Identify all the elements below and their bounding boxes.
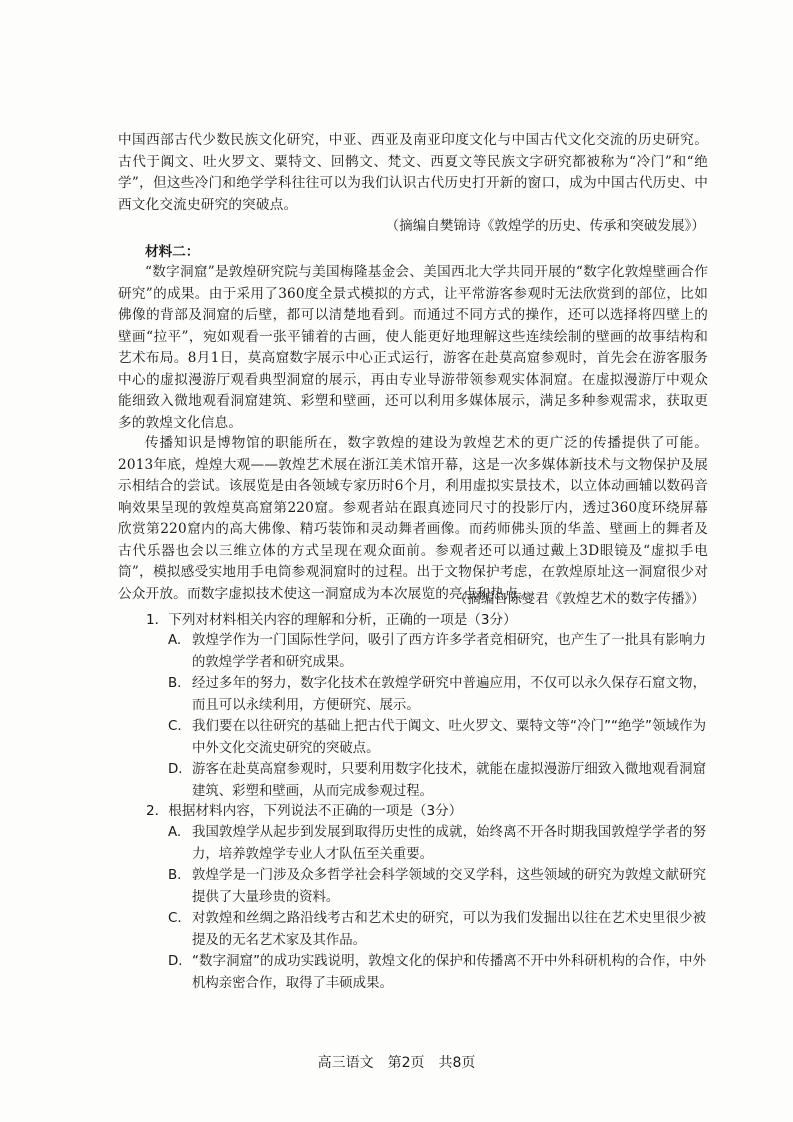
material2-paragraph-2: 传播知识是博物馆的职能所在，数字敦煌的建设为敦煌艺术的更广泛的传播提供了可能。2013年底，煌煌大观——敦煌艺术展在浙江美术馆开幕，这是一次多媒体新技术与文物保护及展示相结合的尝试。该展览是由各领域专家历时6个月，利用虚拟实景技术，以立体动画辅以数码音响效果呈现的敦煌莫高窟第220窟。参观者站在跟真迹同尺寸的投影厅内，透过360度环绕屏幕欣赏第220窟内的高大佛像、精巧装饰和灵动舞者画像。而药师佛头顶的华盖、壁画上的舞者及古代乐器也会以三维立体的方式呈现在观众面前。参观者还可以通过戴上3D眼镜及“虚拟手电筒”，模拟感受实地用手电筒参观洞窟时的过程。出于文物保护考虑，在敦煌原址这一洞窟很少对公众开放。而数字虚拟技术使这一洞窟成为本次展览的亮点和热点。 — [118, 435, 708, 602]
option-letter: C. — [168, 911, 182, 926]
option-letter: D. — [168, 954, 183, 969]
option-text: 我国敦煌学从起步到发展到取得历史性的成就，始终离不开各时期我国敦煌学学者的努力，培养敦煌学专业人才队伍至关重要。 — [192, 825, 706, 862]
question-1-option-b — [168, 673, 706, 717]
option-letter: B. — [168, 868, 182, 883]
material1-tail-paragraph: 中国西部古代少数民族文化研究，中亚、西亚及南亚印度文化与中国古代文化交流的历史研究。古代于阗文、吐火罗文、粟特文、回鹘文、梵文、西夏文等民族文字研究都被称为“冷门”和“绝学”，但这些冷门和绝学学科往往可以为我们认识古代历史打开新的窗口，成为中国古代历史、中西文化交流史研究的突破点。 — [118, 132, 708, 213]
question-1-stem: 1．下列对材料相关内容的理解和分析，正确的一项是（3分） — [146, 612, 517, 628]
page-footer: 高三语文 第2页 共8页 — [317, 1055, 476, 1071]
option-text: 敦煌学是一门涉及众多哲学社会科学领域的交叉学科，这些领域的研究为敦煌文献研究提供了大量珍贵的资料。 — [192, 868, 706, 905]
option-text: 经过多年的努力，数字化技术在敦煌学研究中普遍应用，不仅可以永久保存石窟文物，而且可以永续利用，方便研究、展示。 — [192, 676, 706, 713]
question-1-option-a — [168, 630, 706, 674]
question-1-option-c — [168, 716, 706, 760]
option-letter: B. — [168, 676, 182, 691]
option-text: 游客在赴莫高窟参观时，只要利用数字化技术，就能在虚拟漫游厅细致入微地观看洞窟建筑、彩塑和壁画，从而完成参观过程。 — [192, 762, 706, 799]
question-2-option-b — [168, 865, 706, 909]
option-letter: D. — [168, 762, 183, 777]
option-text: “数字洞窟”的成功实践说明，敦煌文化的保护和传播离不开中外科研机构的合作，中外机构亲密合作，取得了丰硕成果。 — [192, 954, 706, 991]
option-text: 我们要在以往研究的基础上把古代于阗文、吐火罗文、粟特文等“冷门”“绝学”领域作为中外文化交流史研究的突破点。 — [192, 719, 706, 756]
material2-source: （摘编自陈燮君《敦煌艺术的数字传播》） — [453, 591, 705, 607]
option-letter: A. — [168, 825, 182, 840]
material2-paragraph-1: “数字洞窟”是敦煌研究院与美国梅隆基金会、美国西北大学共同开展的“数字化敦煌壁画合作研究”的成果。由于采用了360度全景式模拟的方式，让平常游客参观时无法欣赏到的部位，比如佛像的背部及洞窟的后壁，都可以清楚地看到。而通过不同方式的操作，还可以选择将四壁上的壁画“拉平”，宛如观看一张平铺着的古画，使人能更好地理解这些连续绘制的壁画的故事结构和艺术布局。8月1日，莫高窟数字展示中心正式运行，游客在赴莫高窟参观时，首先会在游客服务中心的虚拟漫游厅观看典型洞窟的展示，再由专业导游带领参观实体洞窟。在虚拟漫游厅中观众能细致入微地观看洞窟建筑、彩塑和壁画，还可以利用多媒体展示，满足多种参观需求，获取更多的敦煌文化信息。 — [118, 264, 708, 431]
question-1-option-d — [168, 759, 706, 803]
option-text: 敦煌学作为一门国际性学问，吸引了西方许多学者竞相研究，也产生了一批具有影响力的敦煌学学者和研究成果。 — [192, 633, 706, 670]
material2-heading: 材料二： — [145, 244, 200, 260]
question-2-option-a — [168, 822, 706, 866]
option-letter: A. — [168, 633, 182, 648]
material1-source: （摘编自樊锦诗《敦煌学的历史、传承和突破发展》） — [385, 218, 705, 234]
question-2-option-d — [168, 951, 706, 995]
option-letter: C. — [168, 719, 182, 734]
option-text: 对敦煌和丝绸之路沿线考古和艺术史的研究，可以为我们发掘出以往在艺术史里很少被提及的无名艺术家及其作品。 — [192, 911, 706, 948]
question-2-option-c — [168, 908, 706, 952]
question-2-stem: 2．根据材料内容，下列说法不正确的一项是（3分） — [146, 803, 463, 819]
